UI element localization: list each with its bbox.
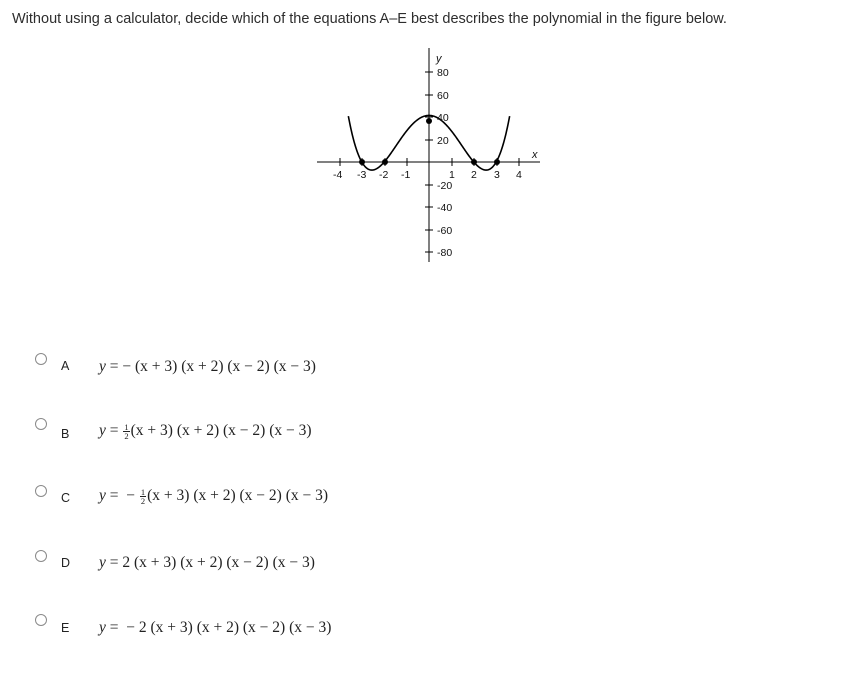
choice-a-equation: y = − (x + 3) (x + 2) (x − 2) (x − 3) [99,358,316,375]
root-point [494,159,500,165]
x-tick-label: -1 [401,169,411,181]
fraction-one-half: $\frac{1}{2}$ [140,486,146,506]
y-intercept-point [426,118,432,124]
choice-d[interactable] [0,548,500,588]
x-axis-label: x [532,149,538,161]
x-tick-label: 4 [516,169,522,181]
choice-c-letter: C [61,491,71,505]
y-tick-label: 40 [437,112,449,124]
choice-c[interactable] [0,482,500,522]
x-tick-label: -4 [333,169,343,181]
choice-b[interactable] [0,415,500,455]
choice-d-radio[interactable] [35,550,47,562]
choice-e-radio[interactable] [35,614,47,626]
fraction-one-half: $\frac{1}{2}$ [124,421,129,441]
y-tick-label: -60 [437,225,453,237]
choice-a-radio[interactable] [35,353,47,365]
x-tick-label: 2 [471,169,477,181]
choice-b-radio[interactable] [35,418,47,430]
y-tick-label: -20 [437,180,453,192]
choice-e[interactable] [0,612,500,652]
y-tick-label: -40 [437,202,453,214]
choice-d-equation: y = 2 (x + 3) (x + 2) (x − 2) (x − 3) [99,554,315,571]
question-text: Without using a calculator, decide which of the equations A–E best describes the polynomial in the figure below. [12,11,727,27]
choice-e-letter: E [61,621,70,635]
choice-d-letter: D [61,556,71,570]
choice-a[interactable] [0,350,500,390]
choice-b-letter: B [61,427,70,441]
y-tick-label: 20 [437,135,449,147]
y-tick-label: -80 [437,247,453,259]
choice-a-letter: A [61,359,70,373]
x-tick-label: -3 [357,169,367,181]
root-point [359,159,365,165]
y-tick-label: 60 [437,90,449,102]
polynomial-graph [300,40,560,280]
root-point [471,159,477,165]
choice-c-equation: y = − $\frac{1}{2}$ (x + 3) (x + 2) (x − 2) (x − 3) [99,486,329,506]
x-tick-label: 3 [494,169,500,181]
choice-c-radio[interactable] [35,485,47,497]
x-tick-label: -2 [379,169,389,181]
root-point [382,159,388,165]
choice-b-equation: y = $\frac{1}{2}$ (x + 3) (x + 2) (x − 2) (x − 3) [99,421,312,441]
choice-e-equation: y = − 2 (x + 3) (x + 2) (x − 2) (x − 3) [99,619,332,636]
y-tick-label: 80 [437,67,449,79]
x-tick-label: 1 [449,169,455,181]
y-axis-label: y [436,53,442,65]
